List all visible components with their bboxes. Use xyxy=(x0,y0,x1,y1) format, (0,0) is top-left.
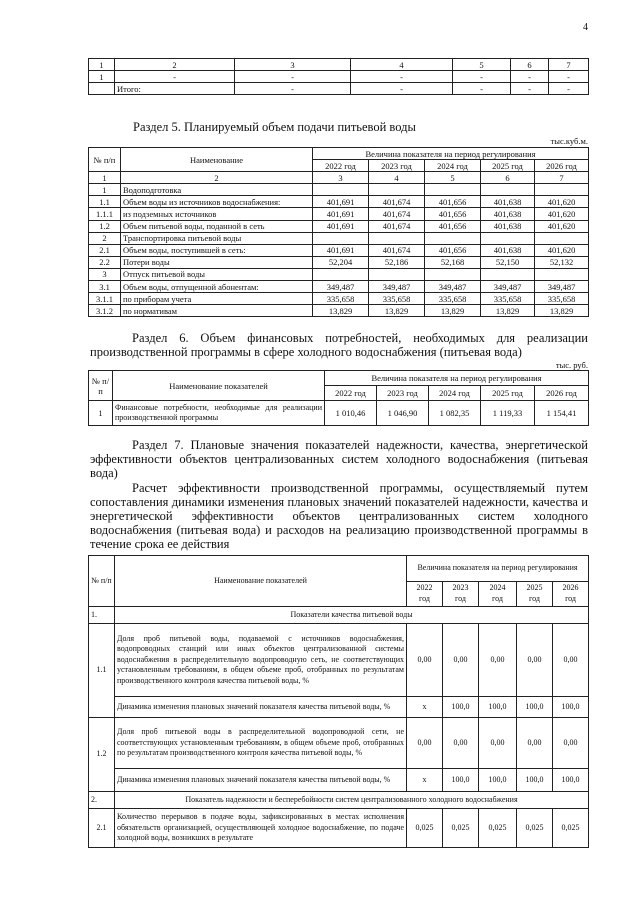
value-cell: 1 046,90 xyxy=(377,401,429,426)
value-cell: 401,638 xyxy=(481,196,535,208)
table-cell: 3 xyxy=(235,59,351,71)
value-cell: 401,691 xyxy=(313,244,369,256)
row-name: Объем воды, поступившей в сеть: xyxy=(121,244,313,256)
row-number: 1.1 xyxy=(89,196,121,208)
value-cell: 401,656 xyxy=(425,208,481,220)
value-cell: 401,656 xyxy=(425,220,481,232)
row-number: 1. xyxy=(89,607,115,624)
value-cell: 13,829 xyxy=(313,305,369,317)
table-cell: - xyxy=(549,71,589,83)
column-number: 2 xyxy=(121,172,313,184)
value-cell: 349,487 xyxy=(425,281,481,293)
value-cell: 401,674 xyxy=(369,196,425,208)
row-name: по приборам учета xyxy=(121,293,313,305)
value-cell xyxy=(369,232,425,244)
continuation-table xyxy=(88,58,589,95)
table-row xyxy=(89,401,589,426)
table-cell: - xyxy=(453,83,511,95)
table-cell: - xyxy=(115,71,235,83)
section-5-table xyxy=(88,147,589,317)
value-cell: 0,025 xyxy=(443,809,479,848)
value-cell xyxy=(425,232,481,244)
year-header xyxy=(517,581,553,607)
row-number: 3.1.2 xyxy=(89,305,121,317)
value-cell: 349,487 xyxy=(481,281,535,293)
table-row xyxy=(89,718,589,769)
year-header: 2023 год xyxy=(369,160,425,172)
value-cell: 401,674 xyxy=(369,220,425,232)
row-number: 3 xyxy=(89,268,121,280)
page-number: 4 xyxy=(583,22,588,33)
value-cell: 1 154,41 xyxy=(535,401,589,426)
row-name: Объем воды, отпущенной абонентам: xyxy=(121,281,313,293)
table-row xyxy=(89,59,589,71)
row-name: Доля проб питьевой воды, подаваемой с источников водоснабжения, водопроводных станций или иных объектов централизованной системы водоснабжения в распределительную водопроводную сеть, не соответствующих установленным требованиям, в общем объеме проб, отобранных по результатам производственного контроля качества питьевой воды, % xyxy=(115,624,407,697)
header-name: Наименование xyxy=(121,148,313,172)
table-row xyxy=(89,244,589,256)
table-row xyxy=(89,71,589,83)
table-cell: - xyxy=(549,83,589,95)
value-cell: 100,0 xyxy=(443,697,479,718)
value-cell: 1 119,33 xyxy=(481,401,535,426)
row-number: 2.1 xyxy=(89,809,115,848)
value-cell: 0,00 xyxy=(479,718,517,769)
value-cell: 335,658 xyxy=(425,293,481,305)
value-cell xyxy=(535,268,589,280)
header-num: № п/п xyxy=(89,148,121,172)
year-header: 2025 год xyxy=(481,386,535,401)
year-value: 2024 xyxy=(489,583,506,593)
row-name: Объем воды из источников водоснабжения: xyxy=(121,196,313,208)
value-cell: 13,829 xyxy=(535,305,589,317)
value-cell: 0,00 xyxy=(479,624,517,697)
table-row xyxy=(89,809,589,848)
value-cell: 401,620 xyxy=(535,244,589,256)
row-number: 1 xyxy=(89,401,113,426)
table-row xyxy=(89,305,589,317)
section-7-table xyxy=(88,555,589,848)
value-cell: 13,829 xyxy=(425,305,481,317)
value-cell: 401,656 xyxy=(425,244,481,256)
row-name: по нормативам xyxy=(121,305,313,317)
value-cell xyxy=(535,232,589,244)
value-cell: 0,00 xyxy=(553,718,589,769)
row-name: из подземных источников xyxy=(121,208,313,220)
header-group: Величина показателя на период регулирования xyxy=(325,371,589,386)
value-cell: 401,638 xyxy=(481,244,535,256)
section-7-paragraph-text: Расчет эффективности производственной программы, осуществляемый путем сопоставления динамики изменения плановых значений показателей надежности, качества и энергетической эффективности объектов централизованных систем холодного водоснабжения (питьевая вода) и расходов на реализацию производственной программы в течение срока ее действия xyxy=(90,481,588,551)
value-cell: 349,487 xyxy=(535,281,589,293)
table-row xyxy=(89,208,589,220)
table-row xyxy=(89,196,589,208)
row-name: Потери воды xyxy=(121,256,313,268)
value-cell xyxy=(313,184,369,196)
table-row xyxy=(89,256,589,268)
row-number: 1.1.1 xyxy=(89,208,121,220)
value-cell: x xyxy=(407,769,443,792)
value-cell: 52,186 xyxy=(369,256,425,268)
value-cell: 335,658 xyxy=(313,293,369,305)
row-number: 2. xyxy=(89,792,115,809)
value-cell: 349,487 xyxy=(313,281,369,293)
header-num: № п/п xyxy=(89,371,113,401)
table-header-row xyxy=(89,371,589,386)
table-cell: 1 xyxy=(89,71,115,83)
row-number: 3.1 xyxy=(89,281,121,293)
table-row xyxy=(89,281,589,293)
section-6-table xyxy=(88,370,589,426)
value-cell: 401,638 xyxy=(481,220,535,232)
year-word: год xyxy=(419,593,430,603)
table-cell: - xyxy=(453,71,511,83)
table-row xyxy=(89,83,589,95)
row-name: Динамика изменения плановых значений показателя качества питьевой воды, % xyxy=(115,697,407,718)
table-cell: 4 xyxy=(351,59,453,71)
section-6-title xyxy=(90,331,588,359)
year-header: 2023 год xyxy=(377,386,429,401)
value-cell: 401,620 xyxy=(535,208,589,220)
value-cell: 100,0 xyxy=(479,769,517,792)
row-number: 2.1 xyxy=(89,244,121,256)
row-name: Транспортировка питьевой воды xyxy=(121,232,313,244)
value-cell xyxy=(369,268,425,280)
year-header: 2022 год xyxy=(313,160,369,172)
row-name: Динамика изменения плановых значений показателя качества питьевой воды, % xyxy=(115,769,407,792)
section-6-unit: тыс. руб. xyxy=(555,360,588,370)
row-name: Объем питьевой воды, поданной в сеть xyxy=(121,220,313,232)
table-row xyxy=(89,232,589,244)
table-row xyxy=(89,220,589,232)
header-num: № п/п xyxy=(89,556,115,607)
year-word: год xyxy=(565,593,576,603)
value-cell: 0,025 xyxy=(479,809,517,848)
row-number: 1.2 xyxy=(89,220,121,232)
column-number: 7 xyxy=(535,172,589,184)
table-row xyxy=(89,293,589,305)
value-cell: 401,638 xyxy=(481,208,535,220)
header-group: Величина показателя на период регулирования xyxy=(313,148,589,160)
section-6-title-text: Раздел 6. Объем финансовых потребностей, необходимых для реализации производственной программы в сфере холодного водоснабжения (питьевая вода) xyxy=(90,331,588,359)
value-cell: 52,168 xyxy=(425,256,481,268)
table-cell: - xyxy=(511,71,549,83)
value-cell xyxy=(313,268,369,280)
value-cell xyxy=(481,184,535,196)
value-cell: 335,658 xyxy=(369,293,425,305)
table-cell: - xyxy=(351,83,453,95)
value-cell: 0,025 xyxy=(517,809,553,848)
value-cell: 0,00 xyxy=(407,718,443,769)
value-cell: 349,487 xyxy=(369,281,425,293)
year-header: 2024 год xyxy=(425,160,481,172)
year-value: 2023 xyxy=(452,583,469,593)
section-7-paragraph xyxy=(90,481,588,551)
row-number: 2 xyxy=(89,232,121,244)
table-cell: - xyxy=(511,83,549,95)
column-number: 5 xyxy=(425,172,481,184)
table-cell xyxy=(89,83,115,95)
year-header: 2024 год xyxy=(429,386,481,401)
year-header: 2025 год xyxy=(481,160,535,172)
table-cell: - xyxy=(351,71,453,83)
value-cell: 401,620 xyxy=(535,196,589,208)
table-cell: 1 xyxy=(89,59,115,71)
year-word: год xyxy=(455,593,466,603)
year-header xyxy=(553,581,589,607)
value-cell xyxy=(425,268,481,280)
value-cell: 52,132 xyxy=(535,256,589,268)
value-cell: 401,691 xyxy=(313,196,369,208)
column-number: 6 xyxy=(481,172,535,184)
column-number: 1 xyxy=(89,172,121,184)
value-cell: 0,025 xyxy=(553,809,589,848)
table-cell: 6 xyxy=(511,59,549,71)
row-number: 1 xyxy=(89,184,121,196)
value-cell: 1 082,35 xyxy=(429,401,481,426)
column-number: 3 xyxy=(313,172,369,184)
value-cell: 100,0 xyxy=(553,769,589,792)
value-cell: 401,656 xyxy=(425,196,481,208)
section-heading: Показатель надежности и бесперебойности систем централизованного холодного водоснабжения xyxy=(115,792,589,809)
value-cell: 100,0 xyxy=(553,697,589,718)
column-number: 4 xyxy=(369,172,425,184)
table-row xyxy=(89,769,589,792)
row-number: 1.2 xyxy=(89,718,115,792)
row-name: Финансовые потребности, необходимые для реализации производственной программы xyxy=(113,401,325,426)
year-word: год xyxy=(492,593,503,603)
section-7-title xyxy=(90,438,588,480)
year-header: 2026 год xyxy=(535,386,589,401)
section-5-title: Раздел 5. Планируемый объем подачи питьевой воды xyxy=(133,120,416,134)
year-header: 2022 год xyxy=(325,386,377,401)
section-5-unit: тыс.куб.м. xyxy=(550,136,588,146)
table-row xyxy=(89,607,589,624)
value-cell: 0,00 xyxy=(517,624,553,697)
total-label: Итого: xyxy=(115,83,235,95)
table-row xyxy=(89,184,589,196)
value-cell: 0,00 xyxy=(443,624,479,697)
value-cell: 52,150 xyxy=(481,256,535,268)
value-cell: 100,0 xyxy=(443,769,479,792)
value-cell: 401,674 xyxy=(369,208,425,220)
row-number: 1.1 xyxy=(89,624,115,718)
row-number: 2.2 xyxy=(89,256,121,268)
year-value: 2022 xyxy=(416,583,433,593)
value-cell: 0,00 xyxy=(553,624,589,697)
table-cell: 2 xyxy=(115,59,235,71)
value-cell: 1 010,46 xyxy=(325,401,377,426)
value-cell: 0,025 xyxy=(407,809,443,848)
value-cell: 100,0 xyxy=(479,697,517,718)
table-row xyxy=(89,624,589,697)
value-cell xyxy=(481,268,535,280)
year-header xyxy=(479,581,517,607)
value-cell: 13,829 xyxy=(369,305,425,317)
value-cell xyxy=(425,184,481,196)
section-heading: Показатели качества питьевой воды xyxy=(115,607,589,624)
value-cell: 0,00 xyxy=(517,718,553,769)
year-header xyxy=(443,581,479,607)
value-cell: x xyxy=(407,697,443,718)
value-cell: 335,658 xyxy=(535,293,589,305)
value-cell xyxy=(535,184,589,196)
table-cell: - xyxy=(235,71,351,83)
table-header-row xyxy=(89,172,589,184)
header-name: Наименование показателей xyxy=(113,371,325,401)
value-cell: 335,658 xyxy=(481,293,535,305)
value-cell: 100,0 xyxy=(517,769,553,792)
header-group: Величина показателя на период регулирования xyxy=(407,556,589,582)
table-row xyxy=(89,697,589,718)
table-header-row xyxy=(89,556,589,582)
year-value: 2025 xyxy=(526,583,543,593)
year-header: 2026 год xyxy=(535,160,589,172)
value-cell: 401,691 xyxy=(313,220,369,232)
value-cell xyxy=(313,232,369,244)
section-7-title-text: Раздел 7. Плановые значения показателей надежности, качества, энергетической эффективности объектов централизованных систем холодного водоснабжения (питьевая вода) xyxy=(90,438,588,480)
row-number: 3.1.1 xyxy=(89,293,121,305)
year-word: год xyxy=(529,593,540,603)
value-cell: 401,691 xyxy=(313,208,369,220)
value-cell: 100,0 xyxy=(517,697,553,718)
table-cell: 7 xyxy=(549,59,589,71)
table-row xyxy=(89,792,589,809)
value-cell xyxy=(369,184,425,196)
value-cell: 0,00 xyxy=(443,718,479,769)
table-cell: 5 xyxy=(453,59,511,71)
value-cell: 401,620 xyxy=(535,220,589,232)
value-cell: 0,00 xyxy=(407,624,443,697)
table-header-row xyxy=(89,148,589,160)
table-cell: - xyxy=(235,83,351,95)
header-name: Наименование показателей xyxy=(115,556,407,607)
row-name: Количество перерывов в подаче воды, зафиксированных в местах исполнения обязательств организацией, осуществляющей холодное водоснабжение, по подаче холодной воды, возникших в результате xyxy=(115,809,407,848)
value-cell xyxy=(481,232,535,244)
value-cell: 401,674 xyxy=(369,244,425,256)
row-name: Отпуск питьевой воды xyxy=(121,268,313,280)
row-name: Доля проб питьевой воды в распределительной водопроводной сети, не соответствующих установленным требованиям, в общем объеме проб, отобранных по результатам производственного контроля качества питьевой воды, % xyxy=(115,718,407,769)
value-cell: 52,204 xyxy=(313,256,369,268)
value-cell: 13,829 xyxy=(481,305,535,317)
row-name: Водоподготовка xyxy=(121,184,313,196)
year-header xyxy=(407,581,443,607)
year-value: 2026 xyxy=(562,583,579,593)
table-row xyxy=(89,268,589,280)
